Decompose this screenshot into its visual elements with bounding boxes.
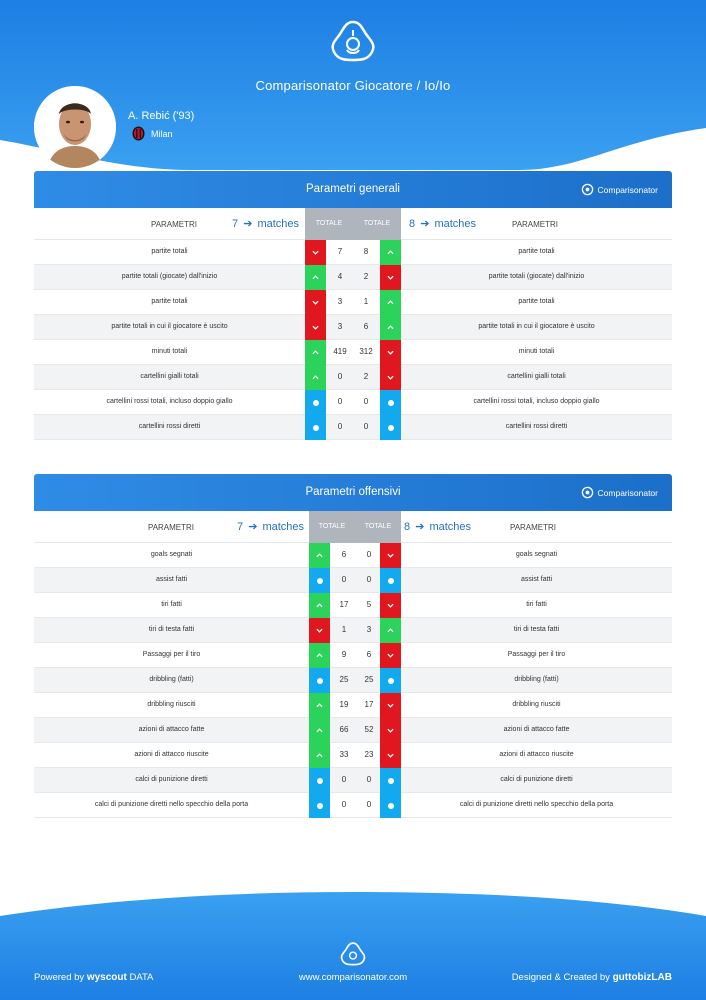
- section-parametri-generali: [34, 171, 672, 440]
- value-left: 66: [339, 725, 349, 734]
- left-matches-word: matches: [257, 218, 300, 230]
- parameter-label-right: cartellini gialli totali: [507, 373, 566, 380]
- section-parametri-offensivi: [34, 474, 672, 818]
- chevron-down-icon: [380, 365, 401, 390]
- parameter-label-right: goals segnati: [515, 551, 558, 558]
- value-right: 5: [366, 600, 372, 609]
- value-left: 33: [339, 750, 349, 759]
- parameter-label-right: tiri di testa fatti: [513, 626, 560, 633]
- value-right: 0: [363, 422, 369, 431]
- value-right: 6: [363, 322, 369, 331]
- value-right: 6: [366, 650, 372, 659]
- chevron-up-icon: [309, 743, 330, 768]
- value-left: 1: [341, 625, 347, 634]
- value-left: 0: [337, 397, 343, 406]
- value-left: 7: [337, 247, 343, 256]
- parameter-label-left: cartellini gialli totali: [140, 373, 199, 380]
- table-row: [34, 568, 672, 593]
- comparisonator-logo-icon: [581, 486, 594, 499]
- section-header: [34, 474, 672, 511]
- table-row: [34, 693, 672, 718]
- left-matches: [232, 217, 299, 230]
- value-left: 419: [333, 347, 347, 356]
- parameter-label-left: azioni di attacco riuscite: [134, 751, 209, 758]
- powered-prefix: Powered by: [34, 972, 85, 983]
- value-left: 0: [341, 800, 347, 809]
- dot-icon: [380, 768, 401, 793]
- parameter-label-right: azioni di attacco fatte: [503, 726, 570, 733]
- chevron-down-icon: [305, 240, 326, 265]
- arrow-login-icon: ➔: [243, 218, 253, 230]
- parameter-label-right: dribbling riusciti: [512, 701, 561, 708]
- milan-badge-icon: [132, 126, 145, 141]
- totale-left-header: TOTALE: [305, 208, 353, 240]
- chevron-up-icon: [380, 290, 401, 315]
- value-left: 9: [341, 650, 347, 659]
- value-left: 25: [339, 675, 349, 684]
- arrow-login-icon: ➔: [248, 521, 258, 533]
- value-right: 0: [366, 575, 372, 584]
- value-right: 0: [363, 397, 369, 406]
- chevron-down-icon: [305, 315, 326, 340]
- parameter-label-right: calci di punizione diretti nello specchio della porta: [459, 801, 614, 808]
- value-right: 52: [364, 725, 374, 734]
- table-row: [34, 768, 672, 793]
- chevron-up-icon: [309, 643, 330, 668]
- dot-icon: [309, 768, 330, 793]
- chevron-down-icon: [380, 743, 401, 768]
- website-link[interactable]: www.comparisonator.com: [298, 972, 408, 983]
- club-name: Milan: [151, 129, 173, 139]
- table-row: [34, 290, 672, 315]
- player-name: A. Rebić ('93): [128, 110, 195, 122]
- value-right: 2: [363, 372, 369, 381]
- value-right: 3: [366, 625, 372, 634]
- dot-icon: [305, 390, 326, 415]
- value-right: 23: [364, 750, 374, 759]
- arrow-login-icon: ➔: [420, 218, 430, 230]
- rows-container: [34, 240, 672, 440]
- chevron-down-icon: [380, 593, 401, 618]
- value-left: 0: [337, 372, 343, 381]
- section-header: [34, 171, 672, 208]
- parameter-label-right: cartellini rossi diretti: [505, 423, 568, 430]
- value-right: 17: [364, 700, 374, 709]
- chevron-down-icon: [380, 543, 401, 568]
- section-brand-label: Comparisonator: [597, 184, 658, 195]
- value-left: 0: [341, 575, 347, 584]
- parameter-label-right: assist fatti: [520, 576, 553, 583]
- value-right: 0: [366, 800, 372, 809]
- dot-icon: [380, 668, 401, 693]
- column-header: [34, 511, 672, 543]
- section-brand: [581, 183, 658, 196]
- parameter-label-right: azioni di attacco riuscite: [499, 751, 574, 758]
- chevron-down-icon: [380, 340, 401, 365]
- arrow-login-icon: ➔: [415, 521, 425, 533]
- left-matches: [237, 520, 304, 533]
- parameter-label-left: dribbling (fatti): [149, 676, 194, 683]
- parameter-label-left: partite totali: [151, 298, 188, 305]
- chevron-down-icon: [380, 718, 401, 743]
- chevron-up-icon: [305, 365, 326, 390]
- right-matches-word: matches: [429, 521, 472, 533]
- player-avatar: [34, 86, 116, 168]
- right-matches-count: 8: [409, 218, 416, 230]
- table-row: [34, 265, 672, 290]
- dot-icon: [305, 415, 326, 440]
- parameter-label-left: goals segnati: [150, 551, 193, 558]
- parameter-label-left: tiri fatti: [161, 601, 182, 608]
- value-right: 312: [359, 347, 373, 356]
- chevron-down-icon: [380, 643, 401, 668]
- value-right: 25: [364, 675, 374, 684]
- dot-icon: [309, 668, 330, 693]
- left-matches-word: matches: [262, 521, 305, 533]
- parametri-label-right: PARAMETRI: [509, 523, 557, 532]
- powered-suffix: DATA: [129, 972, 154, 983]
- value-left: 3: [337, 322, 343, 331]
- table-row: [34, 643, 672, 668]
- value-right: 0: [366, 775, 372, 784]
- section-brand: [581, 486, 658, 499]
- parameter-label-left: cartellini rossi diretti: [138, 423, 201, 430]
- parameter-label-left: dribbling riusciti: [147, 701, 196, 708]
- parameter-label-right: minuti totali: [518, 348, 555, 355]
- parameter-label-right: calci di punizione diretti: [500, 776, 573, 783]
- right-matches: [404, 520, 471, 533]
- dot-icon: [380, 415, 401, 440]
- value-right: 8: [363, 247, 369, 256]
- dot-icon: [380, 568, 401, 593]
- chevron-up-icon: [380, 315, 401, 340]
- comparisonator-logo-icon: [330, 20, 376, 66]
- parameter-label-left: calci di punizione diretti: [135, 776, 208, 783]
- left-matches-count: 7: [232, 218, 239, 230]
- wyscout-brand: wyscout: [86, 972, 127, 983]
- table-row: [34, 390, 672, 415]
- right-matches: [409, 217, 476, 230]
- section-title: Parametri generali: [306, 183, 400, 195]
- value-left: 19: [339, 700, 349, 709]
- chevron-up-icon: [309, 593, 330, 618]
- totale-left-header: TOTALE: [309, 511, 355, 543]
- value-left: 6: [341, 550, 347, 559]
- chevron-down-icon: [380, 265, 401, 290]
- parameter-label-left: partite totali in cui il giocatore è uscito: [111, 323, 228, 330]
- table-row: [34, 743, 672, 768]
- chevron-down-icon: [380, 693, 401, 718]
- parameter-label-left: calci di punizione diretti nello specchio della porta: [94, 801, 249, 808]
- chevron-up-icon: [305, 340, 326, 365]
- value-left: 3: [337, 297, 343, 306]
- parameter-label-left: cartellini rossi totali, incluso doppio giallo: [106, 398, 233, 405]
- chevron-up-icon: [309, 718, 330, 743]
- parameter-label-right: partite totali: [518, 298, 555, 305]
- parameter-label-right: partite totali: [518, 248, 555, 255]
- table-row: [34, 668, 672, 693]
- parameter-label-left: azioni di attacco fatte: [138, 726, 205, 733]
- table-row: [34, 365, 672, 390]
- parameter-label-left: partite totali (giocate) dall'inizio: [121, 273, 218, 280]
- dot-icon: [380, 793, 401, 818]
- parameter-label-left: partite totali: [151, 248, 188, 255]
- chevron-up-icon: [309, 543, 330, 568]
- designed-prefix: Designed & Created by: [511, 972, 610, 983]
- table-row: [34, 618, 672, 643]
- table-row: [34, 415, 672, 440]
- right-matches-count: 8: [404, 521, 411, 533]
- table-row: [34, 593, 672, 618]
- chevron-down-icon: [309, 618, 330, 643]
- dot-icon: [380, 390, 401, 415]
- rows-container: [34, 543, 672, 818]
- table-row: [34, 718, 672, 743]
- table-row: [34, 793, 672, 818]
- value-left: 17: [339, 600, 349, 609]
- column-header: [34, 208, 672, 240]
- value-right: 0: [366, 550, 372, 559]
- chevron-up-icon: [380, 618, 401, 643]
- parameter-label-right: cartellini rossi totali, incluso doppio giallo: [473, 398, 600, 405]
- right-matches-word: matches: [434, 218, 477, 230]
- parameter-label-right: partite totali in cui il giocatore è uscito: [478, 323, 595, 330]
- section-brand-label: Comparisonator: [597, 487, 658, 498]
- table-row: [34, 340, 672, 365]
- comparisonator-logo-icon: [581, 183, 594, 196]
- parameter-label-left: Passaggi per il tiro: [142, 651, 201, 658]
- value-left: 4: [337, 272, 343, 281]
- totale-right-header: TOTALE: [355, 511, 401, 543]
- comparisonator-logo-icon: [340, 942, 366, 968]
- value-left: 0: [341, 775, 347, 784]
- value-right: 1: [363, 297, 369, 306]
- value-left: 0: [337, 422, 343, 431]
- parametri-label-left: PARAMETRI: [147, 523, 195, 532]
- parameter-label-right: Passaggi per il tiro: [507, 651, 566, 658]
- parametri-label-left: PARAMETRI: [150, 220, 198, 229]
- totale-right-header: TOTALE: [353, 208, 401, 240]
- left-matches-count: 7: [237, 521, 244, 533]
- page-title: Comparisonator Giocatore / Io/Io: [255, 78, 451, 93]
- chevron-up-icon: [305, 265, 326, 290]
- guttobizlab-brand: guttobizLAB: [612, 972, 672, 983]
- parameter-label-right: dribbling (fatti): [514, 676, 559, 683]
- table-row: [34, 315, 672, 340]
- parameter-label-left: assist fatti: [155, 576, 188, 583]
- table-row: [34, 240, 672, 265]
- chevron-down-icon: [305, 290, 326, 315]
- chevron-up-icon: [380, 240, 401, 265]
- parametri-label-right: PARAMETRI: [511, 220, 559, 229]
- dot-icon: [309, 568, 330, 593]
- chevron-up-icon: [309, 693, 330, 718]
- parameter-label-right: partite totali (giocate) dall'inizio: [488, 273, 585, 280]
- parameter-label-left: tiri di testa fatti: [148, 626, 195, 633]
- parameter-label-right: tiri fatti: [526, 601, 547, 608]
- value-right: 2: [363, 272, 369, 281]
- parameter-label-left: minuti totali: [151, 348, 188, 355]
- table-row: [34, 543, 672, 568]
- section-title: Parametri offensivi: [305, 486, 401, 498]
- designed-by: [512, 972, 672, 983]
- dot-icon: [309, 793, 330, 818]
